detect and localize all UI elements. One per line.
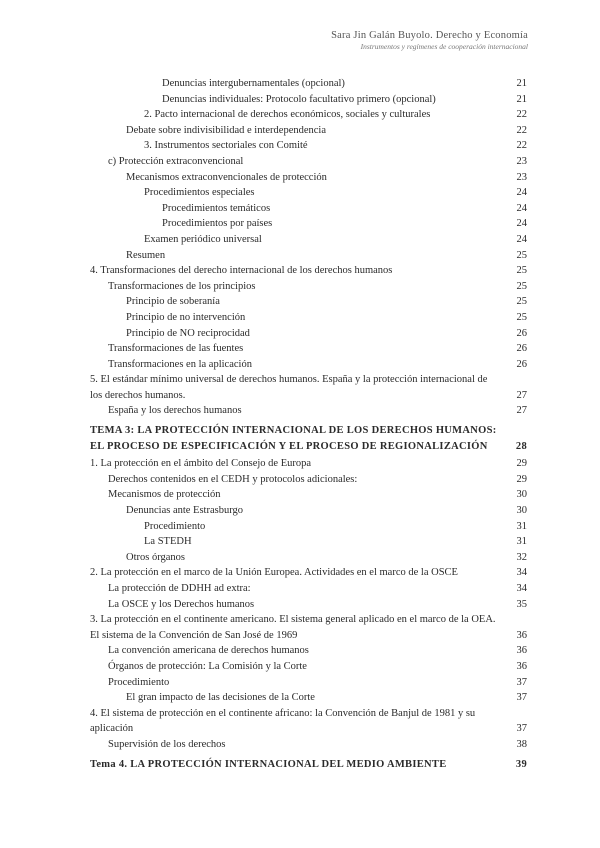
toc-entry[interactable] — [90, 185, 527, 201]
toc-entry[interactable] — [90, 107, 527, 123]
toc-page-number: 30 — [516, 505, 527, 517]
toc-page-number: 36 — [516, 629, 527, 641]
header-title: Sara Jin Galán Buyolo. Derecho y Economía — [331, 30, 528, 41]
toc-entry[interactable] — [90, 201, 527, 217]
toc-page-number: 37 — [516, 676, 527, 688]
toc-entry[interactable] — [90, 597, 527, 613]
toc-page-number: 25 — [516, 296, 527, 308]
toc-entry[interactable] — [90, 737, 527, 753]
toc-entry[interactable] — [90, 76, 527, 92]
toc-entry[interactable] — [90, 706, 527, 737]
toc-entry-text: 3. Instrumentos sectoriales con Comité — [144, 140, 308, 152]
toc-page-number: 34 — [516, 567, 527, 579]
toc-entry[interactable] — [90, 357, 527, 373]
toc-entry-text: Órganos de protección: La Comisión y la Corte — [108, 660, 307, 672]
toc-entry-text: 4. El sistema de protección en el continente africano: la Convención de Banjul de 1981 y su aplicación — [90, 707, 476, 735]
toc-page-number: 23 — [516, 171, 527, 183]
toc-entry[interactable] — [90, 154, 527, 170]
toc-entry-text: Principio de no intervención — [126, 311, 246, 323]
toc-entry[interactable] — [90, 92, 527, 108]
toc-entry-text: Procedimiento — [144, 520, 206, 532]
toc-chapter-entry[interactable] — [90, 423, 527, 454]
toc-entry[interactable] — [90, 403, 527, 419]
toc-entry-text: c) Protección extraconvencional — [108, 155, 244, 167]
toc-page-number: 25 — [516, 265, 527, 277]
toc-entry-text: Derechos contenidos en el CEDH y protocolos adicionales: — [108, 473, 358, 485]
toc-page-number: 26 — [516, 343, 527, 355]
toc-entry-text: Otros órganos — [126, 551, 186, 563]
toc-entry[interactable] — [90, 519, 527, 535]
toc-entry[interactable] — [90, 643, 527, 659]
toc-page-number: 37 — [516, 692, 527, 704]
toc-entry[interactable] — [90, 279, 527, 295]
toc-entry-text: Transformaciones en la aplicación — [108, 358, 252, 370]
toc-page-number: 24 — [516, 187, 527, 199]
toc-page-number: 32 — [516, 551, 527, 563]
toc-entry-text: La protección de DDHH ad extra: — [108, 583, 251, 594]
toc-entry[interactable] — [90, 170, 527, 186]
toc-entry[interactable] — [90, 310, 527, 326]
toc-entry-text: La convención americana de derechos humanos — [108, 645, 309, 657]
toc-page-number: 36 — [516, 660, 527, 672]
toc-entry-text: Supervisión de los derechos — [108, 738, 226, 750]
toc-page-number: 22 — [516, 109, 527, 121]
toc-entry-text: 5. El estándar mínimo universal de derechos humanos. España y la protección internacional de los derechos humanos. — [90, 374, 488, 401]
toc-page-number: 24 — [516, 233, 527, 245]
toc-entry-text: La STEDH — [144, 536, 192, 548]
toc-page-number: 37 — [516, 723, 527, 735]
toc-page-number: 24 — [516, 202, 527, 214]
toc-entry-text: Procedimientos temáticos — [162, 202, 271, 214]
toc-page-number: 25 — [516, 280, 527, 292]
toc-entry[interactable] — [90, 565, 527, 581]
toc-page-number: 27 — [516, 405, 527, 417]
toc-entry-text: Procedimientos especiales — [144, 187, 255, 199]
toc-entry-text: Examen periódico universal — [144, 233, 262, 245]
toc-entry[interactable] — [90, 612, 527, 643]
toc-entry[interactable] — [90, 216, 527, 232]
toc-page-number: 24 — [516, 218, 527, 230]
table-of-contents — [90, 76, 527, 774]
toc-entry[interactable] — [90, 294, 527, 310]
toc-entry[interactable] — [90, 326, 527, 342]
toc-page-number: 35 — [516, 598, 527, 610]
toc-entry-text: El gran impacto de las decisiones de la Corte — [126, 692, 315, 704]
toc-entry[interactable] — [90, 487, 527, 503]
toc-entry[interactable] — [90, 123, 527, 139]
toc-entry-text: Transformaciones de los principios — [108, 280, 256, 292]
toc-page-number: 31 — [516, 536, 527, 548]
toc-entry[interactable] — [90, 232, 527, 248]
toc-chapter-entry[interactable] — [90, 757, 527, 773]
toc-entry[interactable] — [90, 550, 527, 566]
toc-page-number: 26 — [516, 358, 527, 370]
toc-page-number: 30 — [516, 489, 527, 501]
toc-entry-text: 3. La protección en el continente americano. El sistema general aplicado en el marco de la OEA. El sistema de la Convención de San José de 1969 — [90, 614, 496, 641]
toc-entry[interactable] — [90, 659, 527, 675]
toc-entry-text: Resumen — [126, 249, 166, 261]
toc-page-number: 29 — [516, 473, 527, 485]
toc-entry-text: Tema 4. LA PROTECCIÓN INTERNACIONAL DEL MEDIO AMBIENTE — [90, 758, 447, 770]
toc-entry-text: Procedimiento — [108, 676, 170, 688]
toc-page-number: 22 — [516, 140, 527, 152]
toc-entry-text: Denuncias intergubernamentales (opcional) — [162, 78, 345, 89]
toc-entry[interactable] — [90, 690, 527, 706]
toc-entry[interactable] — [90, 534, 527, 550]
toc-entry[interactable] — [90, 263, 527, 279]
toc-entry-text: 4. Transformaciones del derecho internacional de los derechos humanos — [90, 265, 393, 277]
toc-entry[interactable] — [90, 248, 527, 264]
toc-page-number: 21 — [516, 78, 527, 89]
toc-entry-text: Principio de NO reciprocidad — [126, 327, 250, 339]
toc-page-number: 22 — [516, 124, 527, 136]
toc-entry[interactable] — [90, 372, 527, 403]
toc-entry-text: Denuncias ante Estrasburgo — [126, 505, 244, 517]
toc-page-number: 21 — [516, 93, 527, 105]
toc-entry-text: Debate sobre indivisibilidad e interdependencia — [126, 124, 327, 136]
toc-page-number: 31 — [516, 520, 527, 532]
toc-entry[interactable] — [90, 138, 527, 154]
toc-page-number: 23 — [516, 155, 527, 167]
toc-entry-text: España y los derechos humanos — [108, 405, 242, 417]
toc-entry[interactable] — [90, 675, 527, 691]
toc-page-number: 39 — [515, 758, 527, 770]
toc-entry[interactable] — [90, 341, 527, 357]
toc-entry-text: Denuncias individuales: Protocolo facultativo primero (opcional) — [162, 93, 436, 105]
toc-entry-text: Principio de soberanía — [126, 296, 220, 308]
toc-page-number: 27 — [516, 389, 527, 401]
toc-page-number: 34 — [516, 583, 527, 594]
toc-entry-text: Transformaciones de las fuentes — [108, 343, 244, 355]
toc-entry[interactable] — [90, 472, 527, 488]
toc-page-number: 28 — [515, 440, 527, 452]
header-subtitle: Instrumentos y regímenes de cooperación internacional — [360, 42, 528, 51]
toc-entry[interactable] — [90, 503, 527, 519]
toc-entry-text: Procedimientos por países — [162, 218, 273, 230]
toc-entry[interactable] — [90, 581, 527, 597]
toc-entry-text: 2. Pacto internacional de derechos económicos, sociales y culturales — [144, 109, 431, 121]
toc-entry-text: Mecanismos de protección — [108, 489, 221, 501]
toc-entry-text: La OSCE y los Derechos humanos — [108, 598, 255, 610]
toc-page-number: 25 — [516, 249, 527, 261]
toc-page-number: 36 — [516, 645, 527, 657]
toc-page-number: 29 — [516, 458, 527, 470]
toc-page-number: 26 — [516, 327, 527, 339]
toc-entry[interactable] — [90, 456, 527, 472]
page-header — [331, 30, 528, 51]
toc-page-number: 25 — [516, 311, 527, 323]
toc-entry-text: TEMA 3: LA PROTECCIÓN INTERNACIONAL DE LOS DERECHOS HUMANOS: EL PROCESO DE ESPECIFICACIÓN Y EL PROCESO DE REGIONALIZACIÓN — [90, 425, 497, 452]
toc-entry-text: Mecanismos extraconvencionales de protección — [126, 171, 327, 183]
toc-page-number: 38 — [516, 738, 527, 750]
toc-entry-text: 2. La protección en el marco de la Unión Europea. Actividades en el marco de la OSCE — [90, 567, 458, 579]
toc-entry-text: 1. La protección en el ámbito del Consejo de Europa — [90, 458, 312, 470]
